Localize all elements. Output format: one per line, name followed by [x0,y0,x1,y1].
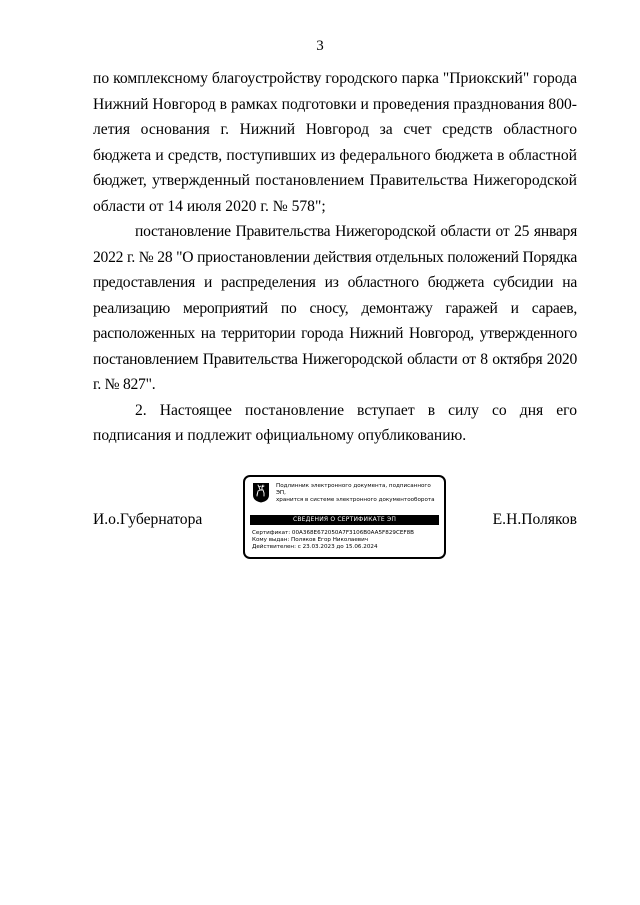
signatory-title: И.о.Губернатора [93,511,203,528]
paragraph-entry-into-force: 2. Настоящее постановление вступает в силу со дня его подписания и подлежит официальному опубликованию. [93,401,577,444]
certificate-owner: Кому выдан: Поляков Егор Николаевич [252,537,369,543]
paragraph-garages-resolution: постановление Правительства Нижегородской области от 25 января 2022 г. № 28 "О приостановлении действия отдельных положений Порядка предоставления и распределения из областного бюджета субсидии на реализацию мероприятий по сносу, демонтажу гаражей и сараев, расположенных на территории города Нижний Новгород, утвержденного постановлением Правительства Нижегородской области от 8 октября 2020 г. № 827". [93,223,577,393]
paragraph-park-resolution: по комплексному благоустройству городского парка "Приокский" города Нижний Новгород в рамках подготовки и проведения празднования 800-летия основания г. Нижний Новгород за счет средств областного бюджета и средств, поступивших из федерального бюджета в областной бюджет, утвержденный постановлением Правительства Нижегородской области от 14 июля 2020 г. № 578"; [93,70,577,215]
document-body [93,66,577,449]
stamp-notice-line: Подлинник электронного документа, подписанного ЭП, [276,483,431,496]
stamp-notice [276,483,441,504]
stamp-notice-line: хранится в системе электронного документооборота [276,497,435,503]
signatory-name: Е.Н.Поляков [492,511,577,528]
electronic-signature-stamp [243,475,446,559]
page-number: 3 [316,38,324,54]
certificate-validity: Действителен: с 23.03.2023 до 15.06.2024 [252,544,378,550]
certificate-number: Сертификат: 00A368E672050A7F3106B0AA5F829CEF8B [252,530,414,536]
deer-emblem-icon [252,482,270,503]
certificate-details [252,530,442,551]
signature-block [0,473,640,565]
stamp-heading: СВЕДЕНИЯ О СЕРТИФИКАТЕ ЭП [250,515,439,525]
